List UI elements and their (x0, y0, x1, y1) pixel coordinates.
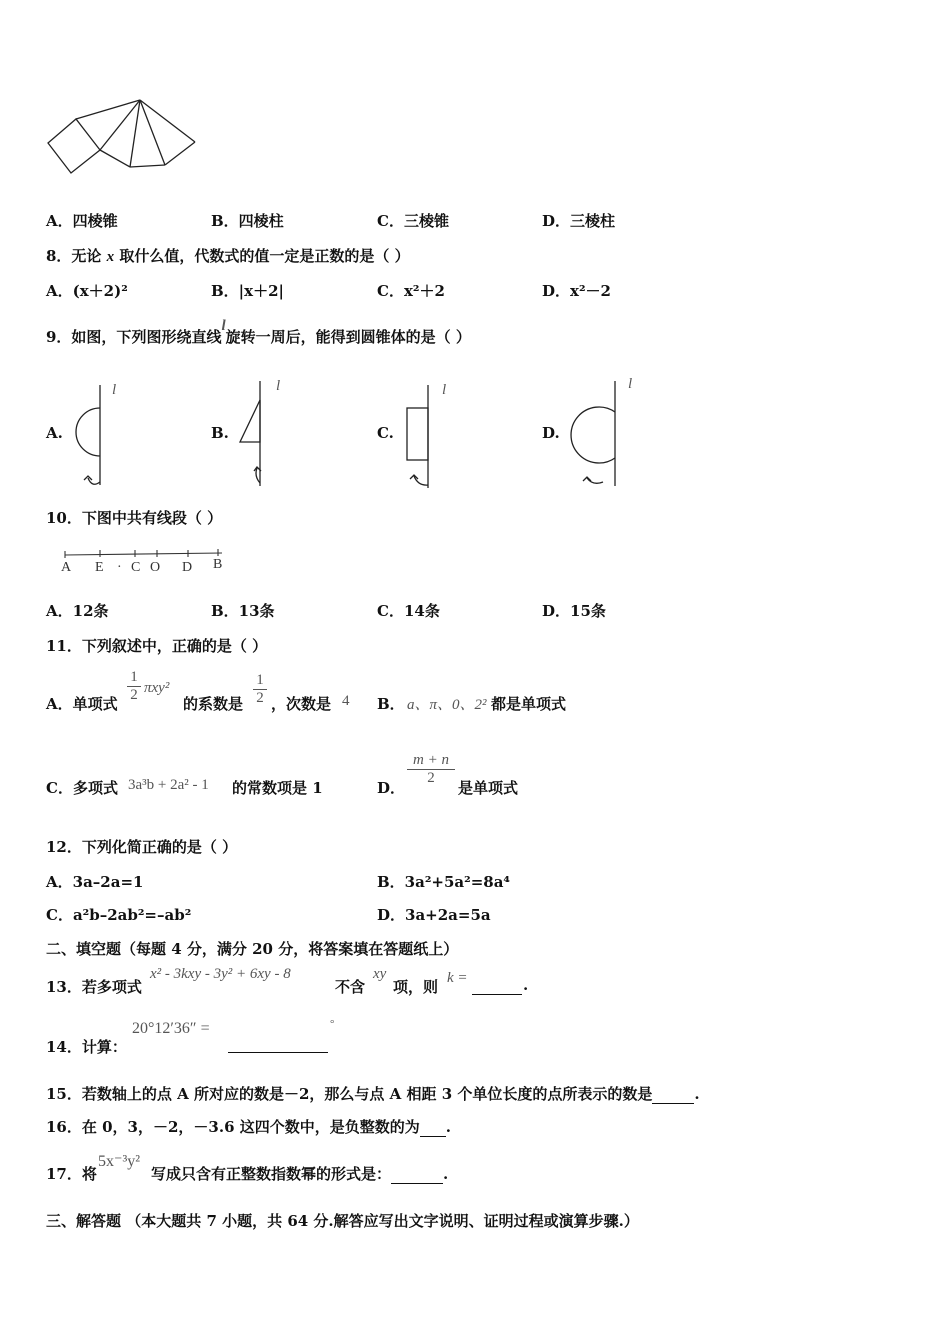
q11-option-d-prefix: D． (377, 779, 406, 797)
q10-segment-figure (62, 548, 232, 560)
q11-a-degree: 4 (342, 693, 350, 709)
q11-a-mid: 的系数是 (183, 695, 244, 713)
q7-net-figure (40, 95, 200, 185)
q9-axis-label-a: l (112, 382, 117, 398)
section-3-heading: 三、解答题 （本大题共 7 小题，共 64 分.解答应写出文字说明、证明过程或演算步骤.） (46, 1212, 639, 1230)
q7-option-c: C．三棱锥 (377, 212, 449, 230)
q8-option-d: D．x²－2 (542, 282, 611, 300)
q17-suffix: 写成只含有正整数指数幂的形式是： . (151, 1165, 449, 1183)
q9-label-b: B. (211, 424, 229, 442)
q10-option-a: A．12条 (46, 602, 109, 620)
q10-point-o: O (150, 560, 161, 575)
q13-k: k = (447, 970, 468, 986)
q11-a-fraction: 1 2 (127, 669, 141, 704)
q17-prefix: 17．将 (46, 1165, 97, 1183)
q9-label-c: C. (377, 424, 394, 442)
q10-option-b: B．13条 (211, 602, 275, 620)
q10-point-a: A (61, 560, 72, 575)
q7-option-b: B．四棱柱 (211, 212, 284, 230)
q12-option-d: D．3a+2a=5a (377, 906, 491, 924)
q10-option-d: D．15条 (542, 602, 606, 620)
q10-stem: 10．下图中共有线段（ ） (46, 509, 223, 527)
q11-option-b-prefix: B． (377, 695, 405, 713)
q9-axis-label-b: l (276, 378, 281, 394)
q13-mid2: 项，则 (393, 978, 439, 996)
q8-option-c: C．x²＋2 (377, 282, 445, 300)
q11-a-coef-fraction: 1 2 (253, 672, 267, 707)
q14-answer-blank[interactable] (228, 1034, 328, 1053)
q11-d-fraction: m + n 2 (407, 752, 455, 787)
q11-c-math: 3a³b + 2a² - 1 (128, 777, 209, 793)
q12-option-c: C．a²b–2ab²=–ab² (46, 906, 192, 924)
q11-a-suffix: ，次数是 (271, 695, 332, 713)
q15-text: 15．若数轴上的点 A 所对应的数是－2，那么与点 A 相距 3 个单位长度的点所表示的数是 . (46, 1085, 700, 1103)
q8-stem: 8．无论 x 取什么值，代数式的值一定是正数的是（ ） (46, 247, 410, 265)
q10-point-e: E (95, 560, 104, 575)
q13-end: . (523, 976, 529, 994)
q16-text: 16．在 0，3，－2，－3.6 这四个数中，是负整数的为 . (46, 1118, 451, 1136)
q9-label-a: A. (46, 424, 63, 442)
q9-figure-d (565, 378, 645, 488)
q9-label-d: D. (542, 424, 560, 442)
q9-stem: 9．如图，下列图形绕直线l旋转一周后，能得到圆锥体的是（ ） (46, 318, 471, 346)
q10-point-d: D (182, 560, 193, 575)
q7-option-d: D．三棱柱 (542, 212, 616, 230)
q14-unit: ° (330, 1018, 335, 1030)
q10-point-c: C (131, 560, 141, 575)
q13-term: xy (373, 966, 387, 982)
q9-figure-b (232, 378, 282, 488)
q11-option-a-prefix: A．单项式 (46, 695, 118, 713)
q12-option-a: A．3a–2a=1 (46, 873, 144, 891)
q12-stem: 12．下列化简正确的是（ ） (46, 838, 238, 856)
q11-c-suffix: 的常数项是 1 (232, 779, 323, 797)
q10-point-dot: · (117, 560, 122, 575)
q14-math: 20°12′36″ = (132, 1020, 210, 1037)
q12-option-b: B．3a²+5a²=8a⁴ (377, 873, 510, 891)
section-2-heading: 二、填空题（每题 4 分，满分 20 分，将答案填在答题纸上） (46, 940, 459, 958)
q13-answer-blank[interactable] (472, 976, 522, 995)
q11-b-math: a、π、0、2² (407, 697, 487, 713)
q8-option-b: B．|x＋2| (211, 282, 284, 300)
q7-option-a: A．四棱锥 (46, 212, 118, 230)
q11-a-term: πxy² (144, 680, 170, 696)
q11-stem: 11．下列叙述中，正确的是（ ） (46, 637, 268, 655)
q17-math: 5x⁻³y² (98, 1153, 141, 1170)
q10-point-b: B (213, 557, 223, 572)
q9-axis-label-d: l (628, 376, 633, 392)
q13-prefix: 13．若多项式 (46, 978, 142, 996)
q11-option-c-prefix: C．多项式 (46, 779, 118, 797)
q13-math: x² - 3kxy - 3y² + 6xy - 8 (150, 966, 291, 982)
q11-d-suffix: 是单项式 (458, 779, 519, 797)
q10-option-c: C．14条 (377, 602, 440, 620)
q11-b-suffix: 都是单项式 (491, 695, 567, 713)
q9-axis-label-c: l (442, 382, 447, 398)
q8-option-a: A．(x＋2)² (46, 282, 128, 300)
q13-mid: 不含 (335, 978, 366, 996)
q14-prefix: 14．计算： (46, 1038, 127, 1056)
